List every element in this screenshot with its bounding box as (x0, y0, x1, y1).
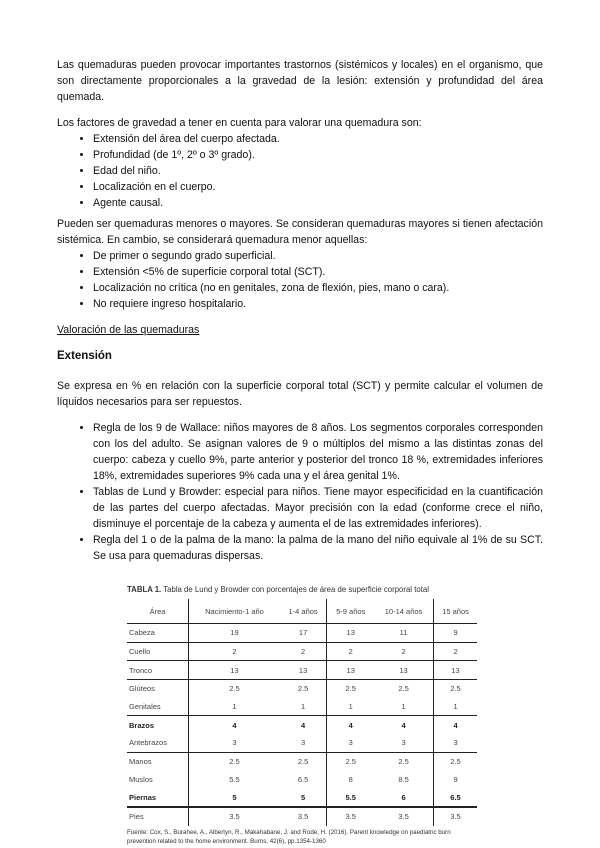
table-cell: 17 (298, 628, 308, 638)
table-cell: 6 (401, 792, 406, 802)
table-cell: 5 (189, 788, 280, 807)
table-cell: 3 (300, 738, 306, 748)
table-cell: 2.5 (374, 680, 434, 698)
table-cell: 3.5 (189, 807, 280, 826)
table-cell: 13 (280, 661, 327, 680)
column-header: Nacimiento-1 año (189, 599, 280, 624)
table-cell: 2.5 (280, 680, 327, 698)
table-cell: 9 (434, 624, 477, 643)
list-item: • Tablas de Lund y Browder: especial para niños. Tiene mayor especificidad en la cuantificación de las partes del cuerpo afectadas. Mayor precisión con la edad (conforme crece el niño, disminuye el porcentaje de la cabeza y aumenta el de las extremidades inferiores). (93, 484, 543, 532)
column-header: Área (127, 599, 189, 624)
table-cell: 2 (434, 642, 477, 661)
table-cell: 6.5 (434, 788, 477, 807)
table-cell: 3.5 (280, 807, 327, 826)
table-cell: 9 (434, 771, 477, 789)
table-cell: 2.5 (189, 680, 280, 698)
table-cell: 5 (300, 792, 306, 802)
table-cell: Manos (127, 752, 189, 770)
table-cell: Cuello (127, 642, 189, 661)
table-row (127, 680, 477, 698)
table-cell: 2.5 (189, 752, 280, 770)
table-row (127, 771, 477, 789)
list-item: • De primer o segundo grado superficial. (93, 248, 543, 264)
table-cell: 1 (401, 702, 406, 712)
table-cell: 4 (434, 716, 477, 734)
table-cell: 13 (374, 661, 434, 680)
table-caption: TABLA 1. Tabla de Lund y Browder con porcentajes de área de superficie corporal total (127, 585, 429, 594)
list-item: • Localización no crítica (no en genitales, zona de flexión, pies, mano o cara). (93, 280, 543, 296)
list-item: • Regla del 1 o de la palma de la mano: la palma de la mano del niño equivale al 1% de su SCT. Se usa para quemaduras dispersas. (93, 532, 543, 564)
column-header: 5-9 años (327, 599, 374, 624)
rules-block (57, 420, 543, 564)
table-cell: 2 (189, 642, 280, 661)
section-link[interactable]: Valoración de las quemaduras (57, 324, 200, 336)
factors-list (57, 131, 543, 211)
table-cell: 3 (401, 738, 406, 748)
table-cell: Tronco (127, 661, 189, 680)
table-source: Fuente: Cox, S., Burahee, A., Albertyn, R., Makahabane, J. and Rode, H. (2016). Parent knowledge on paediatric burn prevention related to the home environment. Burns, 42(6), pp.1354-1360 (127, 828, 451, 845)
table-cell: Pies (127, 807, 189, 826)
table-cell: Antebrazos (129, 738, 167, 748)
list-item: • Agente causal. (93, 195, 543, 211)
table-cell: 13 (434, 661, 477, 680)
table-cell: 5.5 (327, 788, 374, 807)
list-item: • Extensión <5% de superficie corporal total (SCT). (93, 264, 543, 280)
lund-browder-table (127, 584, 477, 846)
table-cell: 2 (374, 642, 434, 661)
table-cell: 2.5 (280, 752, 327, 770)
list-item: • Extensión del área del cuerpo afectada. (93, 131, 543, 147)
table-cell: 8 (327, 771, 374, 789)
table-cell: 2.5 (327, 752, 374, 770)
table-cell: Glúteos (127, 680, 189, 698)
table-cell: 5.5 (189, 771, 280, 789)
list-item: • Localización en el cuerpo. (93, 179, 543, 195)
table-cell: Genitales (129, 702, 161, 712)
rules-list (57, 420, 543, 564)
minor-intro: Pueden ser quemaduras menores o mayores. Se consideran quemaduras mayores si tienen afectación sistémica. En cambio, se considerará quemadura menor aquellas: (57, 218, 543, 246)
table-cell: 8.5 (398, 774, 409, 784)
table-cell: 4 (189, 716, 280, 734)
table-cell: 3.5 (327, 807, 374, 826)
table-cell: 1 (434, 698, 477, 716)
intro-paragraph: Las quemaduras pueden provocar importantes trastornos (sistémicos y locales) en el organismo, que son directamente proporcionales a la gravedad de la lesión: extensión y profundidad del área quemada. (57, 59, 543, 103)
table-row (127, 661, 477, 680)
list-item: • Regla de los 9 de Wallace: niños mayores de 8 años. Los segmentos corporales corresponden con los del adulto. Se asignan valores de 9 o múltiplos del mismo a las distintas zonas del cuerpo: cabeza y cuello 9%, parte anterior y posterior del tronco 18 %, extremidades inferiores 18%, extremidades superiores 9% cada una y el área genital 1%. (93, 420, 543, 484)
table-cell: 1 (327, 698, 374, 716)
minor-block (57, 216, 543, 312)
table-cell: 1 (300, 702, 306, 712)
table-row (127, 807, 477, 826)
column-header: 15 años (434, 599, 477, 624)
table-cell: Piernas (129, 792, 157, 802)
section-heading: Extensión (57, 350, 112, 362)
list-item: • No requiere ingreso hospitalario. (93, 296, 543, 312)
table-row (127, 698, 477, 716)
table-cell: 4 (374, 716, 434, 734)
table-row (127, 624, 477, 643)
table-cell: 19 (189, 624, 280, 643)
table-cell: 13 (327, 661, 374, 680)
list-item: • Profundidad (de 1º, 2º o 3º grado). (93, 147, 543, 163)
table-cell: 3 (434, 734, 477, 752)
table-cell: 3 (327, 734, 374, 752)
table-cell: 2.5 (374, 752, 434, 770)
extension-paragraph: Se expresa en % en relación con la superficie corporal total (SCT) y permite calcular el volumen de líquidos necesarios para ser repuestos. (57, 380, 543, 408)
table-row (127, 716, 477, 734)
table-cell: Muslos (129, 774, 153, 784)
table-cell: 13 (189, 661, 280, 680)
column-header: 1-4 años (280, 599, 327, 624)
table-cell: 3 (189, 734, 280, 752)
table-cell: 6.5 (297, 774, 309, 784)
table-cell: 1 (189, 698, 280, 716)
table-cell: 4 (280, 716, 327, 734)
table-cell: 3.5 (434, 807, 477, 826)
table-cell: 4 (327, 716, 374, 734)
list-item: • Edad del niño. (93, 163, 543, 179)
table-cell: Cabeza (129, 628, 155, 638)
factors-block (57, 115, 543, 211)
table-cell: 11 (399, 628, 408, 638)
data-table (127, 599, 477, 826)
table-row (127, 734, 477, 752)
table-cell: Brazos (127, 716, 189, 734)
column-header: 10-14 años (374, 599, 434, 624)
table-cell: 2 (327, 642, 374, 661)
table-cell: 2.5 (327, 680, 374, 698)
table-cell: 3.5 (374, 807, 434, 826)
table-cell: 13 (327, 624, 374, 643)
table-cell: 2 (280, 642, 327, 661)
minor-list (57, 248, 543, 312)
factors-intro: Los factores de gravedad a tener en cuenta para valorar una quemadura son: (57, 117, 422, 129)
table-cell: 2.5 (434, 752, 477, 770)
table-cell: 2.5 (434, 680, 477, 698)
table-row (127, 642, 477, 661)
table-row (127, 788, 477, 807)
table-row (127, 752, 477, 770)
